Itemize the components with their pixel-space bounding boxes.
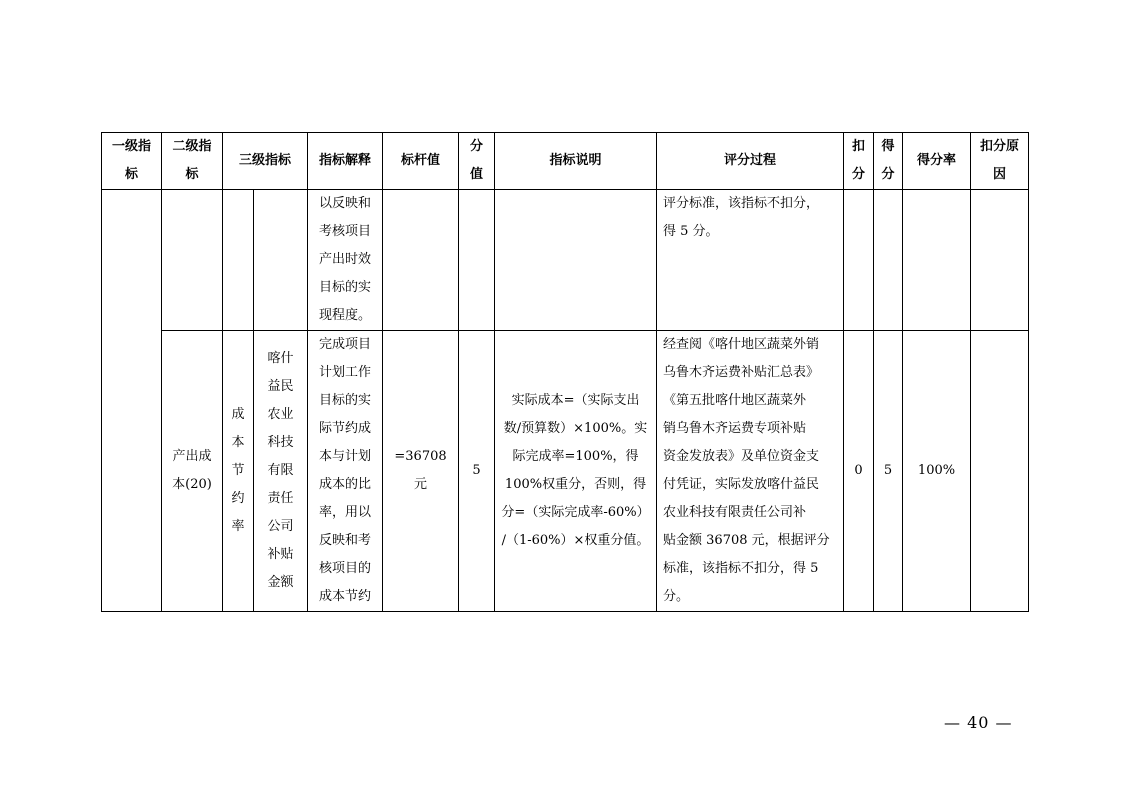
- explanation-cell: 完成项目 计划工作 目标的实 际节约成 本与计划 成本的比 率，用以 反映和考 核项目的 成本节约: [308, 331, 383, 612]
- header-rate: 得分率: [903, 133, 971, 190]
- score-cell: [874, 190, 903, 331]
- level1-cell: [102, 190, 162, 612]
- deduct-cell: 0: [844, 331, 874, 612]
- header-level1: 一级指 标: [102, 133, 162, 190]
- rate-cell: 100%: [903, 331, 971, 612]
- header-benchmark: 标杆值: [383, 133, 459, 190]
- description-cell: [495, 190, 657, 331]
- level2-cell: 产出成 本(20): [162, 331, 223, 612]
- reason-cell: [971, 331, 1029, 612]
- points-cell: [459, 190, 495, 331]
- header-explanation: 指标解释: [308, 133, 383, 190]
- description-cell: 实际成本=（实际支出 数/预算数）×100%。实 际完成率=100%，得 100%权重分，否则，得 分=（实际完成率-60%） /（1-60%）×权重分值。: [495, 331, 657, 612]
- points-cell: 5: [459, 331, 495, 612]
- table-row: [102, 190, 1029, 331]
- level3a-cell: 成 本 节 约 率: [223, 331, 254, 612]
- header-reason: 扣分原 因: [971, 133, 1029, 190]
- header-description: 指标说明: [495, 133, 657, 190]
- level3a-cell: [223, 190, 254, 331]
- header-level3: 三级指标: [223, 133, 308, 190]
- header-points: 分 值: [459, 133, 495, 190]
- page-number: — 40 —: [944, 713, 1013, 732]
- level3b-cell: [254, 190, 308, 331]
- header-process: 评分过程: [657, 133, 844, 190]
- process-cell: 评分标准，该指标不扣分， 得 5 分。: [657, 190, 844, 331]
- explanation-cell: 以反映和 考核项目 产出时效 目标的实 现程度。: [308, 190, 383, 331]
- level2-cell: [162, 190, 223, 331]
- evaluation-table: [101, 132, 1029, 612]
- table-row: [102, 331, 1029, 612]
- header-row: [102, 133, 1029, 190]
- score-cell: 5: [874, 331, 903, 612]
- reason-cell: [971, 190, 1029, 331]
- process-cell: 经查阅《喀什地区蔬菜外销 乌鲁木齐运费补贴汇总表》 《第五批喀什地区蔬菜外 销乌鲁木齐运费专项补贴 资金发放表》及单位资金支 付凭证，实际发放喀什益民 农业科技有限责任公司补 贴金额 36708 元，根据评分 标准，该指标不扣分，得 5 分。: [657, 331, 844, 612]
- deduct-cell: [844, 190, 874, 331]
- benchmark-cell: =36708 元: [383, 331, 459, 612]
- rate-cell: [903, 190, 971, 331]
- benchmark-cell: [383, 190, 459, 331]
- header-level2: 二级指 标: [162, 133, 223, 190]
- level3b-cell: 喀什 益民 农业 科技 有限 责任 公司 补贴 金额: [254, 331, 308, 612]
- header-deduct: 扣 分: [844, 133, 874, 190]
- header-score: 得 分: [874, 133, 903, 190]
